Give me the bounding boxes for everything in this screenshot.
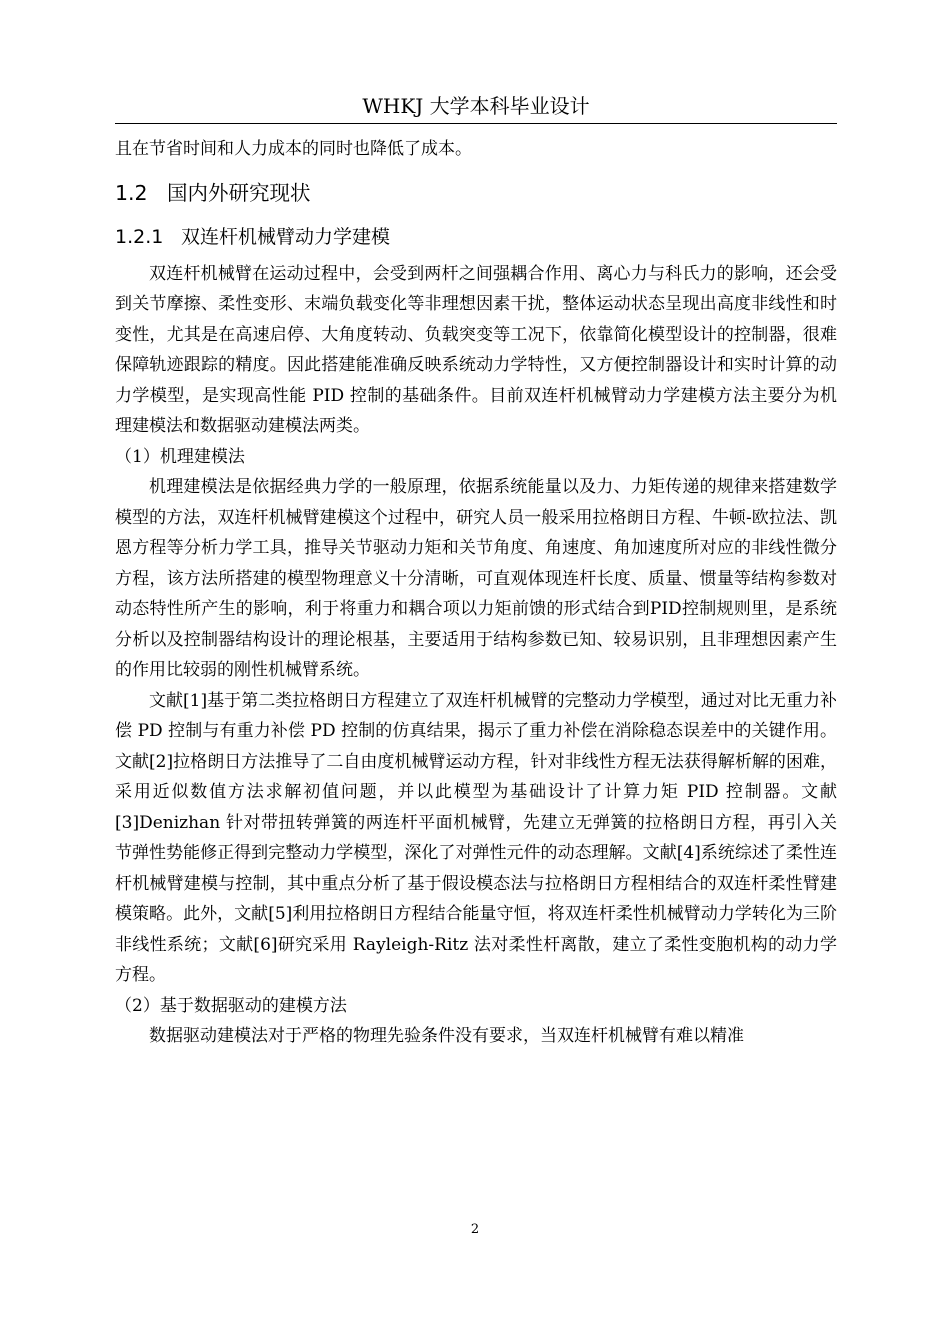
paragraph-1: 双连杆机械臂在运动过程中，会受到两杆之间强耦合作用、离心力与科氏力的影响，还会受到关节摩擦、柔性变形、末端负载变化等非理想因素干扰，整体运动状态呈现出高度非线性和时变性，尤其是在高速启停、大角度转动、负载突变等工况下，依靠简化模型设计的控制器，很难保障轨迹跟踪的精度。因此搭建能准确反映系统动力学特性，又方便控制器设计和实时计算的动力学模型，是实现高性能 PID 控制的基础条件。目前双连杆机械臂动力学建模方法主要分为机理建模法和数据驱动建模法两类。 <box>115 263 837 436</box>
page-header <box>115 92 837 120</box>
header-title: WHKJ 大学本科毕业设计 <box>362 94 590 118</box>
heading-mechanism-modeling: （1）机理建模法 <box>115 446 245 467</box>
section-heading <box>115 179 837 207</box>
section-title: 国内外研究现状 <box>167 180 311 205</box>
heading-data-driven-modeling: （2）基于数据驱动的建模方法 <box>115 995 347 1016</box>
paragraph-4: 数据驱动建模法对于严格的物理先验条件没有要求，当双连杆机械臂有难以精准 <box>149 1026 744 1046</box>
header-rule <box>115 123 837 124</box>
paragraph-3: 文献[1]基于第二类拉格朗日方程建立了双连杆机械臂的完整动力学模型，通过对比无重力补偿 PD 控制与有重力补偿 PD 控制的仿真结果，揭示了重力补偿在消除稳态误差中的关键作用。文献[2]拉格朗日方法推导了二自由度机械臂运动方程，针对非线性方程无法获得解析解的困难，采用近似数值方法求解初值问题，并以此模型为基础设计了计算力矩 PID 控制器。文献[3]Denizhan 针对带扭转弹簧的两连杆平面机械臂，先建立无弹簧的拉格朗日方程，再引入关节弹性势能修正得到完整动力学模型，深化了对弹性元件的动态理解。文献[4]系统综述了柔性连杆机械臂建模与控制，其中重点分析了基于假设模态法与拉格朗日方程相结合的双连杆柔性臂建模策略。此外，文献[5]利用拉格朗日方程结合能量守恒，将双连杆柔性机械臂动力学转化为三阶非线性系统；文献[6]研究采用 Rayleigh-Ritz 法对柔性杆离散，建立了柔性变胞机构的动力学方程。 <box>115 690 837 985</box>
page-number: 2 <box>470 1222 480 1237</box>
intro-line: 且在节省时间和人力成本的同时也降低了成本。 <box>115 139 472 159</box>
subsection-heading <box>115 223 837 251</box>
subsection-title: 双连杆机械臂动力学建模 <box>181 225 391 248</box>
subsection-number: 1.2.1 <box>115 225 164 248</box>
paragraph-2: 机理建模法是依据经典力学的一般原理，依据系统能量以及力、力矩传递的规律来搭建数学模型的方法，双连杆机械臂建模这个过程中，研究人员一般采用拉格朗日方程、牛顿-欧拉法、凯恩方程等分析力学工具，推导关节驱动力矩和关节角度、角速度、角加速度所对应的非线性微分方程，该方法所搭建的模型物理意义十分清晰，可直观体现连杆长度、质量、惯量等结构参数对动态特性所产生的影响，利于将重力和耦合项以力矩前馈的形式结合到PID控制规则里，是系统分析以及控制器结构设计的理论根基，主要适用于结构参数已知、较易识别，且非理想因素产生的作用比较弱的刚性机械臂系统。 <box>115 477 837 680</box>
page-content <box>115 134 837 1052</box>
section-number: 1.2 <box>115 180 148 205</box>
